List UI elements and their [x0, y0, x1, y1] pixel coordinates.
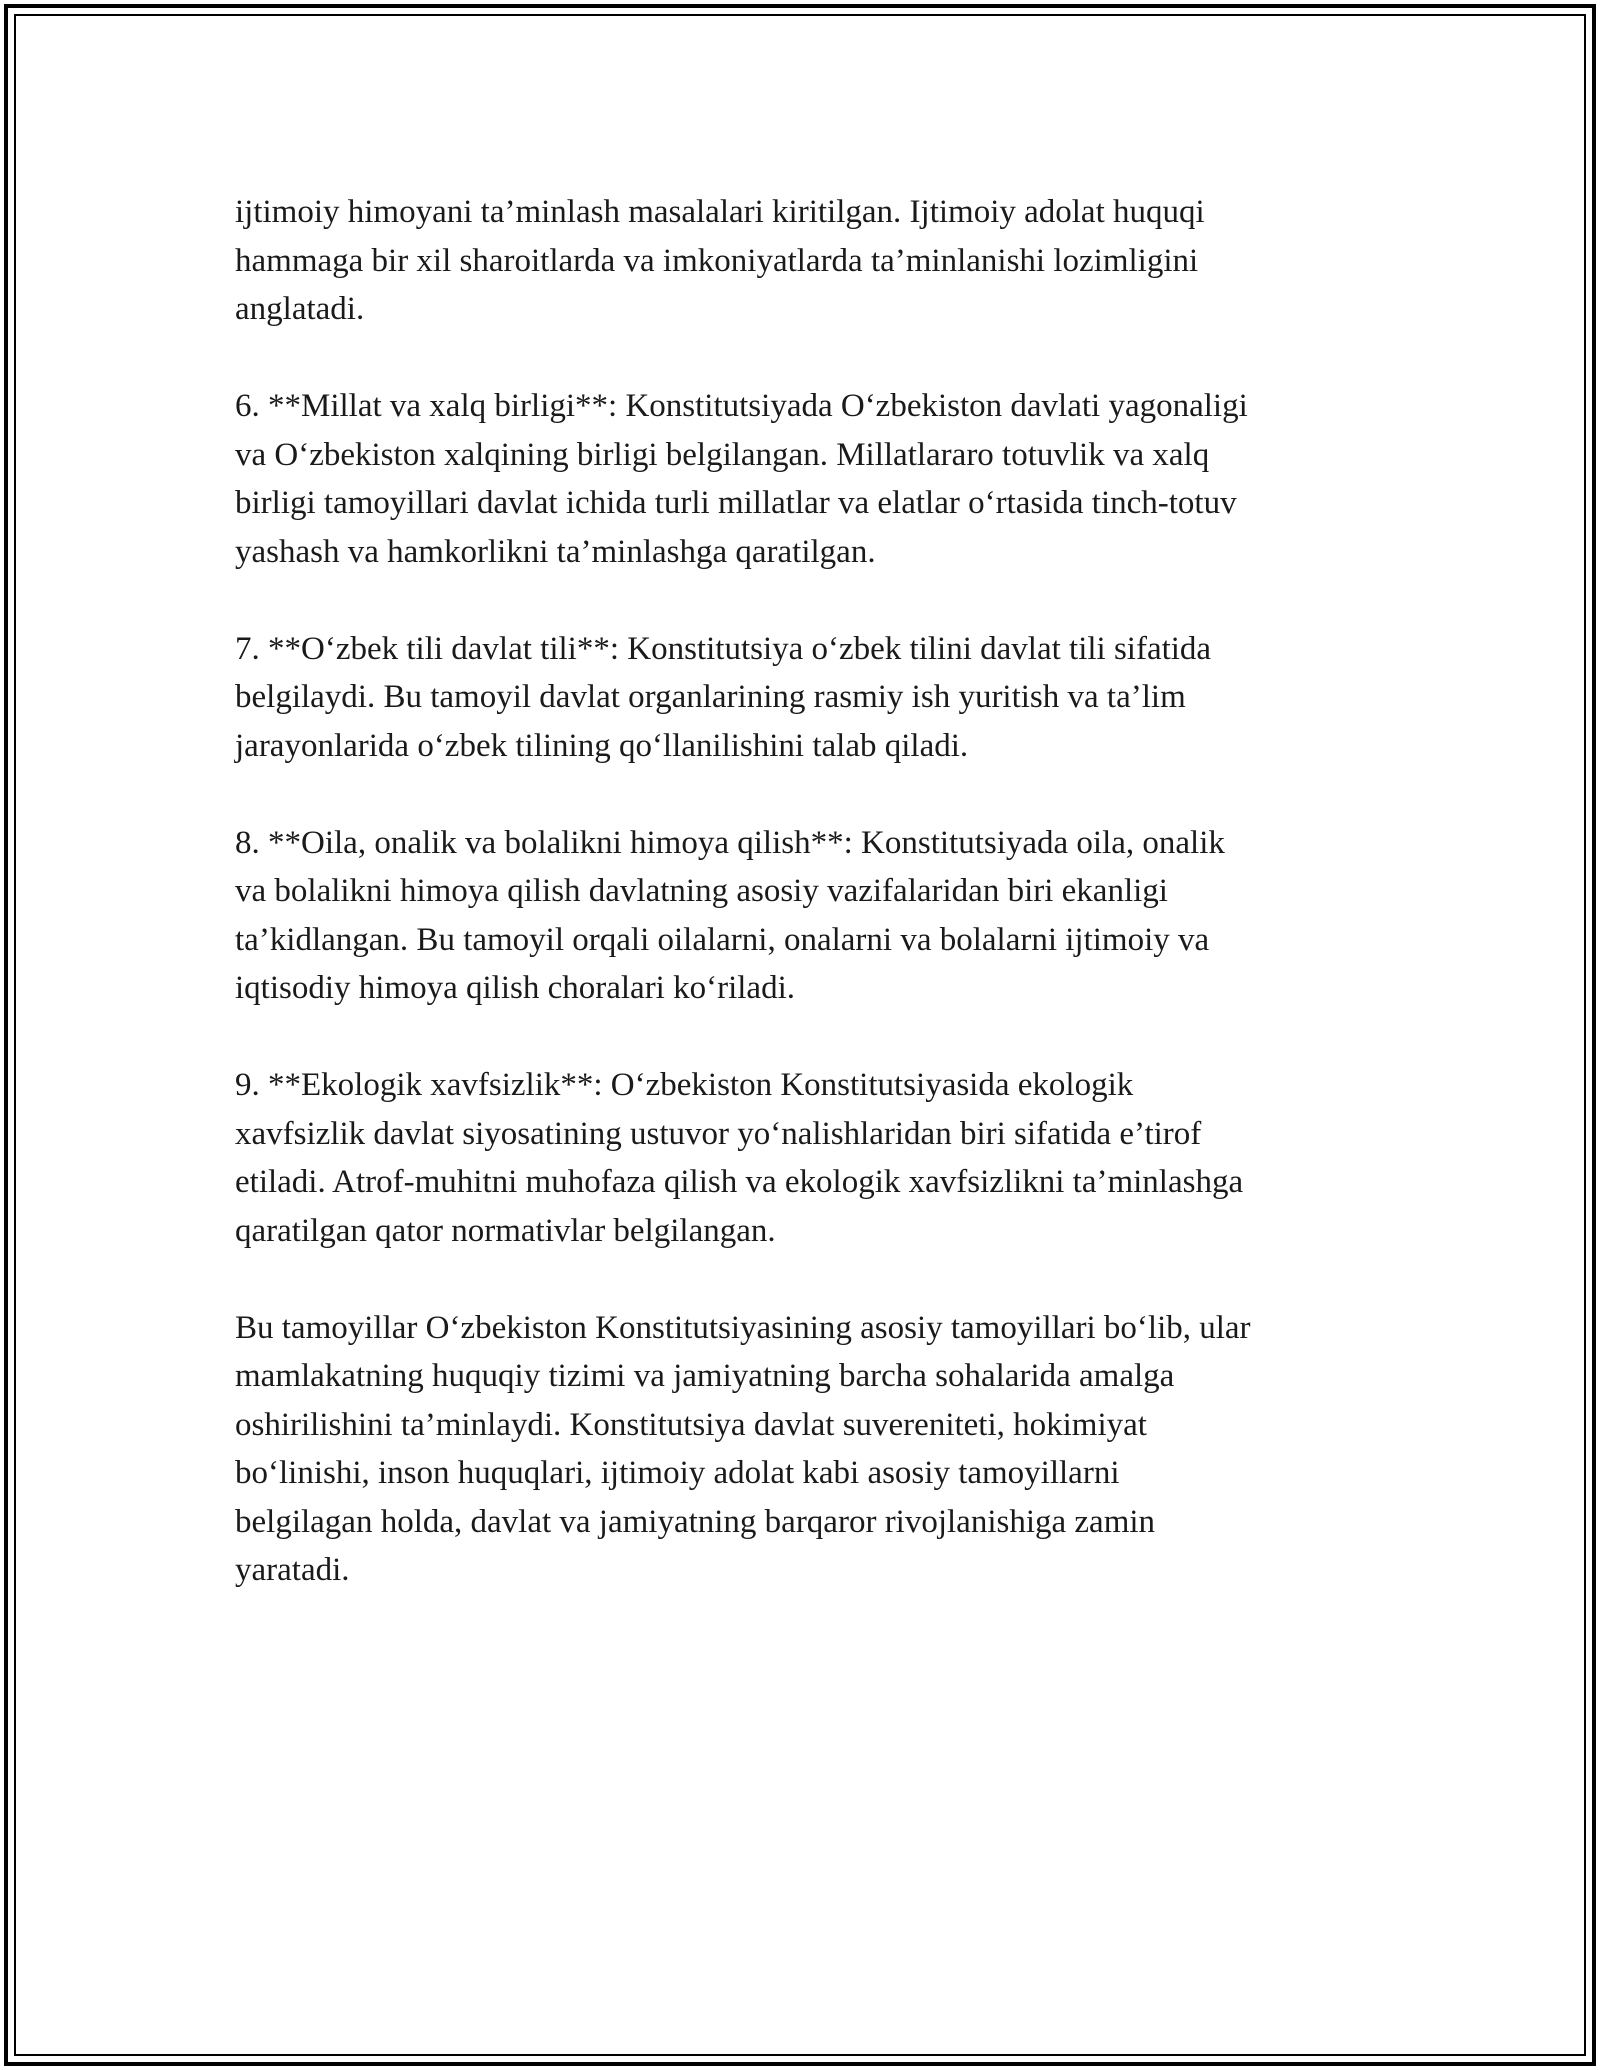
- paragraph-ecological-safety: 9. **Ekologik xavfsizlik**: O‘zbekiston Konstitutsiyasida ekologik xavfsizlik davlat siyosatining ustuvor yo‘nalishlaridan biri sifatida e’tirof etiladi. Atrof-muhitni muhofaza qilish va ekologik xavfsizlikni ta’minlashga qaratilgan qator normativlar belgilangan.: [235, 1067, 1244, 1249]
- paragraph-social-protection: ijtimoiy himoyani ta’minlash masalalari kiritilgan. Ijtimoiy adolat huquqi hammaga bir xil sharoitlarda va imkoniyatlarda ta’minlanishi lozimligini anglatadi.: [235, 194, 1205, 327]
- paragraph-state-language: 7. **O‘zbek tili davlat tili**: Konstitutsiya o‘zbek tilini davlat tili sifatida belgilaydi. Bu tamoyil davlat organlarining rasmiy ish yuritish va ta’lim jarayonlarida o‘zbek tilining qo‘llanilishini talab qiladi.: [235, 630, 1212, 764]
- paragraph-family-protection: 8. **Oila, onalik va bolalikni himoya qilish**: Konstitutsiyada oila, onalik va bolalikni himoya qilish davlatning asosiy vazifalaridan biri ekanligi ta’kidlangan. Bu tamoyil orqali oilalarni, onalarni va bolalarni ijtimoiy va iqtisodiy himoya qilish choralari ko‘riladi.: [235, 824, 1225, 1006]
- paragraph-conclusion: Bu tamoyillar O‘zbekiston Konstitutsiyasining asosiy tamoyillari bo‘lib, ular mamlakatning huquqiy tizimi va jamiyatning barcha sohalarida amalga oshirilishini ta’minlaydi. Konstitutsiya davlat suvereniteti, hokimiyat bo‘linishi, inson huquqlari, ijtimoiy adolat kabi asosiy tamoyillarni belgilagan holda, davlat va jamiyatning barqaror rivojlanishiga zamin yaratadi.: [235, 1309, 1251, 1588]
- paragraph-nation-unity: 6. **Millat va xalq birligi**: Konstitutsiyada O‘zbekiston davlati yagonaligi va O‘zbekiston xalqining birligi belgilangan. Millatlararo totuvlik va xalq birligi tamoyillari davlat ichida turli millatlar va elatlar o‘rtasida tinch-totuv yashash va hamkorlikni ta’minlashga qaratilgan.: [235, 388, 1248, 570]
- document-body: [235, 188, 1380, 1595]
